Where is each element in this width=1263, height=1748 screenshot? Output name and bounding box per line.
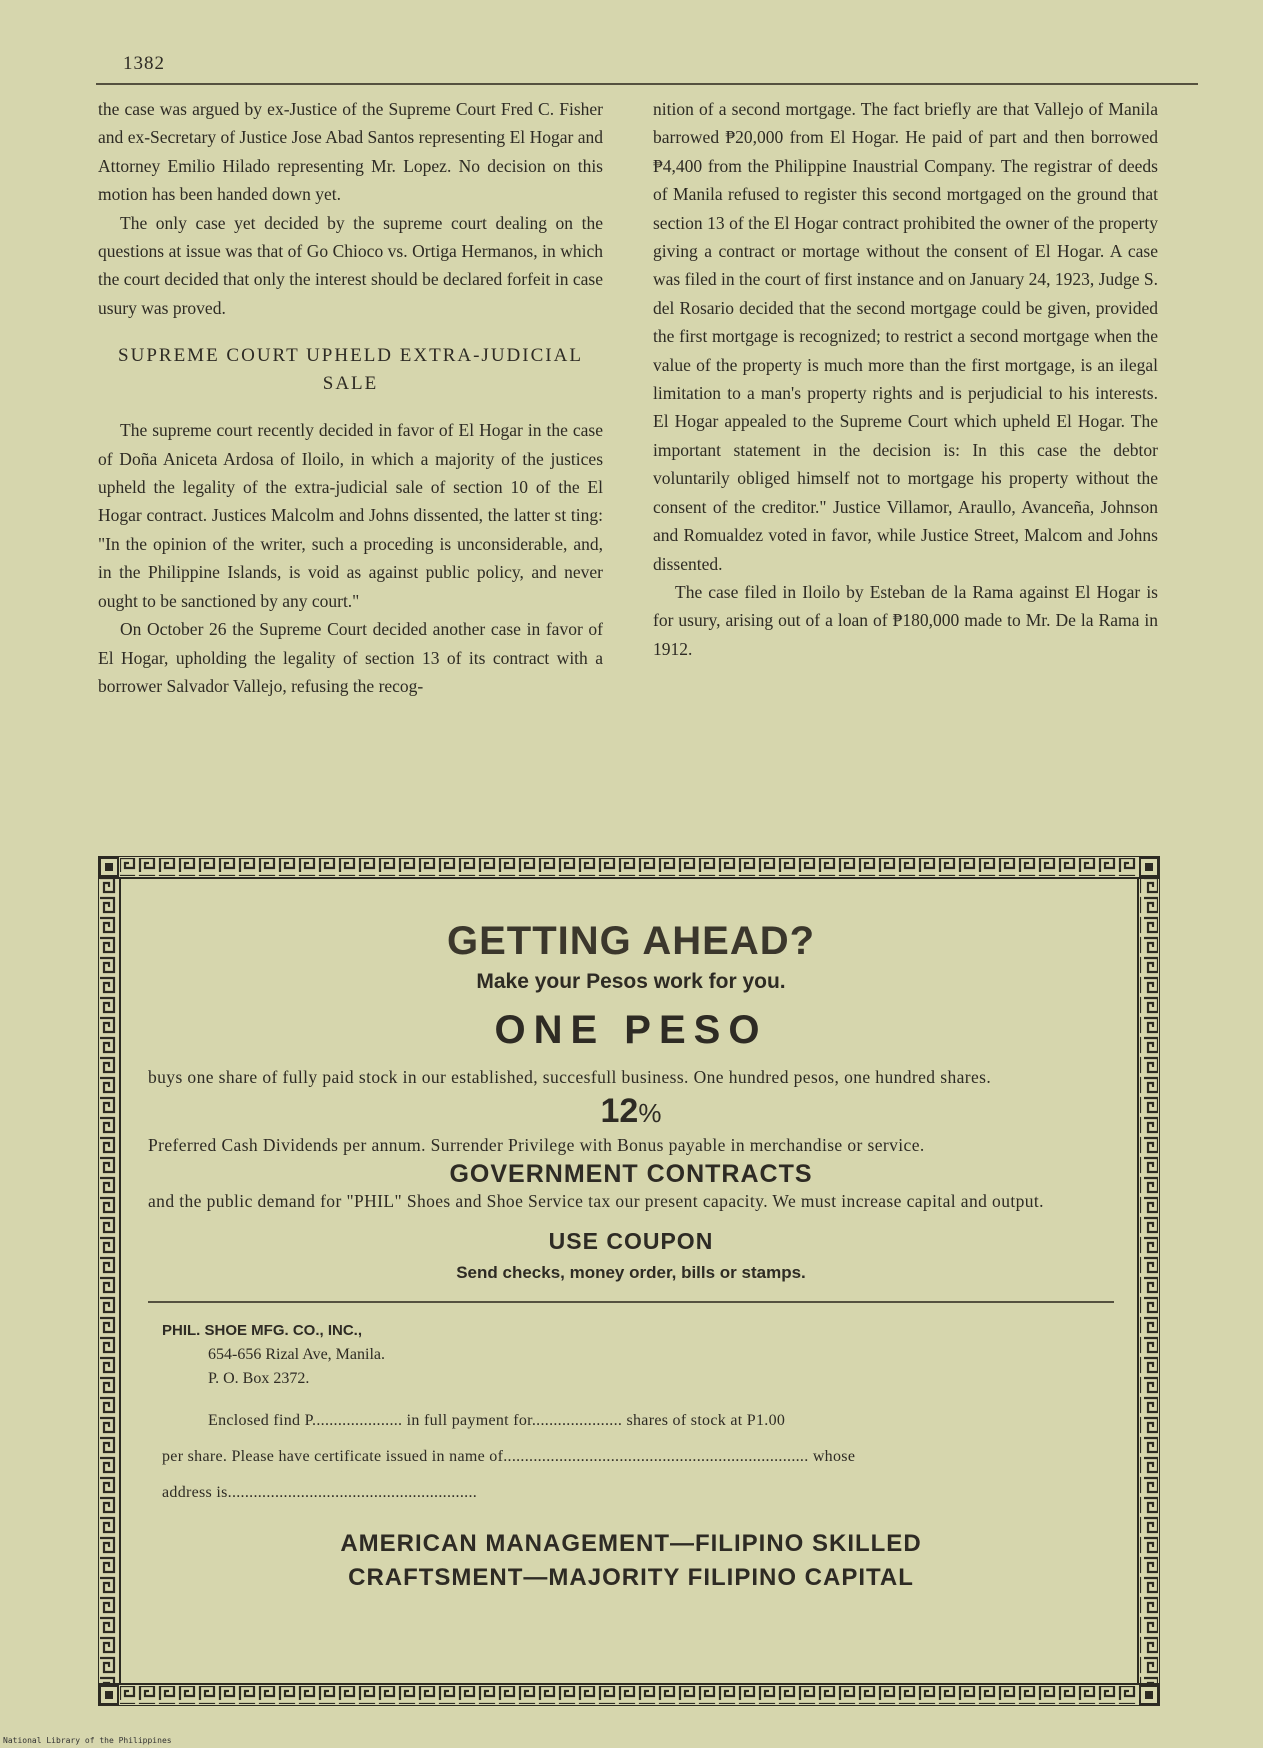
left-paragraph-2: The only case yet decided by the supreme court dealing on the questions at issue was that of Go Chioco vs. Ortiga Hermanos, in which the court decided that only the interest should be declared forfeit in case usury was proved. — [98, 212, 603, 318]
archive-credit: National Library of the Philippines — [3, 1736, 172, 1745]
ad-footer-line-2: CRAFTSMENT—MAJORITY FILIPINO CAPITAL — [348, 1564, 914, 1591]
ad-text-capacity: and the public demand for "PHIL" Shoes and Shoe Service tax our present capacity. We must increase capital and output. — [148, 1191, 1044, 1211]
ad-footer — [148, 1527, 1114, 1595]
ad-title: GETTING AHEAD? — [446, 919, 816, 963]
ad-text-shares: buys one share of fully paid stock in our established, succesfull business. One hundred pesos, one hundred shares. — [148, 1067, 992, 1087]
dividend-value: 12 — [600, 1092, 639, 1130]
left-paragraph-4: On October 26 the Supreme Court decided another case in favor of El Hogar, upholding the legality of section 13 of its contract with a borrower Salvador Vallejo, refusing the recog- — [98, 619, 603, 696]
coupon-address-box: P. O. Box 2372. — [208, 1370, 310, 1387]
ad-heading-coupon: USE COUPON — [548, 1228, 714, 1254]
ad-subtitle: Make your Pesos work for you. — [476, 970, 786, 993]
percent-symbol: % — [638, 1098, 662, 1128]
section-heading: SUPREME COURT UPHELD EXTRA-JUDICIAL SALE — [118, 345, 583, 395]
advertisement — [98, 856, 1160, 1706]
ad-dividend-rate — [148, 1092, 1114, 1131]
right-column — [653, 95, 1158, 663]
right-paragraph-2: The case filed in Iloilo by Esteban de la Rama against El Hogar is for usury, arising out of a loan of ₱180,000 made to Mr. De la Rama in 1912. — [653, 581, 1158, 659]
coupon-name-line[interactable]: per share. Please have certificate issued in name of....................................................................... whose — [162, 1448, 856, 1465]
ad-content — [148, 889, 1114, 1673]
ad-instruction: Send checks, money order, bills or stamps. — [456, 1263, 806, 1282]
ad-heading-contracts: GOVERNMENT CONTRACTS — [449, 1160, 813, 1188]
left-paragraph-3: The supreme court recently decided in favor of El Hogar in the case of Doña Aniceta Ardosa of Iloilo, in which a majority of the justices upheld the legality of the extra-judicial sale of section 10 of the El Hogar contract. Justices Malcolm and Johns dissented, the latter st ting: "In the opinion of the writer, such a proceding is unconsiderable, and, in the Philippine Islands, is void as against public policy, and never ought to be sanctioned by any court." — [98, 420, 603, 611]
coupon-payment-line[interactable]: Enclosed find P..................... in full payment for..................... shares of stock at P1.00 — [208, 1412, 786, 1429]
coupon — [148, 1303, 1114, 1505]
ad-footer-line-1: AMERICAN MANAGEMENT—FILIPINO SKILLED — [340, 1530, 922, 1557]
ad-headline: ONE PESO — [494, 1008, 768, 1052]
coupon-address-line[interactable]: address is.......................................................... — [162, 1484, 478, 1501]
left-column — [98, 95, 603, 700]
left-paragraph-1: the case was argued by ex-Justice of the Supreme Court Fred C. Fisher and ex-Secretary of Justice Jose Abad Santos representing El Hogar and Attorney Emilio Hilado representing Mr. Lopez. No decision on this motion has been handed down yet. — [98, 99, 603, 205]
header-rule — [96, 83, 1198, 85]
right-paragraph-1: nition of a second mortgage. The fact briefly are that Vallejo of Manila barrowed ₱20,000 from El Hogar. He paid of part and then borrowed ₱4,400 from the Philippine Inaustrial Company. The registrar of deeds of Manila refused to register this second mortgaged on the ground that section 13 of the El Hogar contract prohibited the owner of the property giving a contract or mortage without the consent of El Hogar. A case was filed in the court of first instance and on January 24, 1923, Judge S. del Rosario decided that the second mortgage could be given, provided the first mortgage is recognized; to restrict a second mortgage when the value of the property is much more than the first mortgage, is an ilegal limitation to a man's property rights and is perjudicial to his interests. El Hogar appealed to the Supreme Court which upheld El Hogar. The important statement in the decision is: In this case the debtor voluntarily obliged himself not to mortgage his property without the consent of the creditor." Justice Villamor, Araullo, Avanceña, Johnson and Romualdez voted in favor, while Justice Street, Malcom and Johns dissented. — [653, 99, 1158, 574]
page-number: 1382 — [123, 53, 165, 74]
coupon-address-street: 654-656 Rizal Ave, Manila. — [208, 1346, 385, 1363]
ad-text-dividends: Preferred Cash Dividends per annum. Surrender Privilege with Bonus payable in merchandise or service. — [148, 1135, 925, 1155]
coupon-company: PHIL. SHOE MFG. CO., INC., — [162, 1322, 363, 1339]
